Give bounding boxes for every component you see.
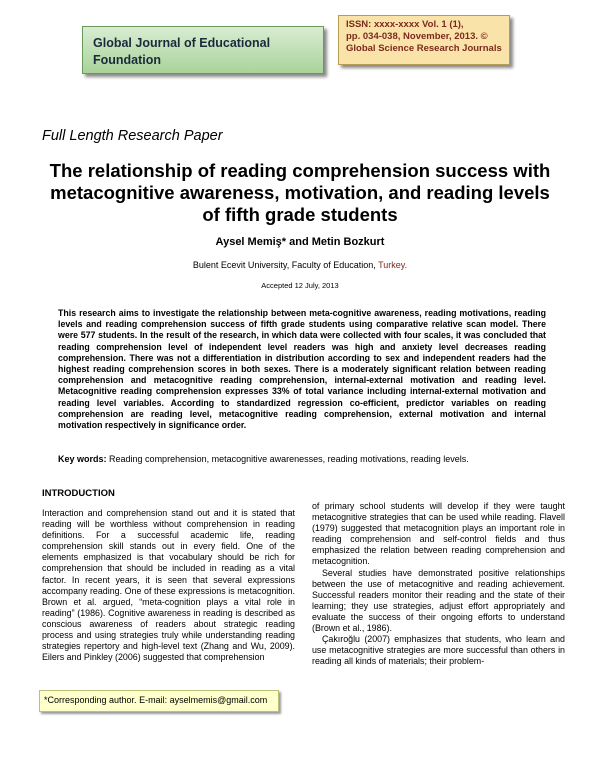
body-paragraph: of primary school students will develop if they were taught metacognitive strategies that can be used while reading. Flavell (1979) suggested that metacognition plays an important role in reading comprehension and self-control fields and thus emphasized the relation between reading comprehension and metacognition. [312,501,565,567]
body-paragraph: Several studies have demonstrated positive relationships between the use of metacognitive and reading achievement. Successful readers monitor their reading and the state of their learning; they use strategies, adjust effort appropriately and evaluate the success of their ongoing efforts to understand (Brown et al., 1986). [312,567,565,634]
corresponding-author: *Corresponding author. E-mail: ayselmemis@gmail.com [44,695,268,705]
journal-title: Global Journal of Educational Foundation [93,36,271,67]
accepted-date: Accepted 12 July, 2013 [261,281,339,290]
right-column [312,501,565,667]
pages-line: pp. 034-038, November, 2013. © [346,31,488,42]
abstract: This research aims to investigate the relationship between meta-cognitive awareness, reading motivations, reading levels and reading comprehension success of fifth grade students using comparative relative scan model. There were 577 students. In the result of the research, in which data were collected with four scales, it was concluded that reading comprehension level of independent level readers was high and anxiety level decreases reading comprehension. There was not a differentiation in distribution according to sex and independent readers had the highest reading comprehension scores in both sexes. There is a moderately significant relation between reading comprehension and metacognitive reading comprehension, internal-external motivation and reading level. Metacognitive reading comprehension expresses 33% of total variance including internal-external motivation and reading level variables. According to standardized regression co-efficient, predictor variables on reading comprehension are reading level, metacognitive reading comprehension, external motivation and internal motivation respectively in significance order. [58,308,546,431]
affiliation: Bulent Ecevit University, Faculty of Education, [192,260,376,270]
body-paragraph: Interaction and comprehension stand out and it is stated that reading will be worthless without comprehension in reading definitions. For a successful academic life, reading comprehension skill stands out in every field. One of the elements emphasized is that vocabulary should be rich for comprehension that should be included in reading as a vital factor. In recent years, it is seen that several expressions accompany reading. One of these expressions is metacognition. Brown et al. argued, “meta-cognition plays a vital role in reading” (1986). Cognitive awareness in reading is described as conscious awareness of readers about strategic reading process and using strategies truly while understanding reading strategies repertory and high-level text (Zhang and Wu, 2009). Eilers and Pinkley (2006) suggested that comprehension [42,508,295,663]
corresponding-author-box [39,690,279,712]
publisher-line: Global Science Research Journals [346,43,502,54]
body-paragraph: Çakıroğlu (2007) emphasizes that students, who learn and use metacognitive strategies are more successful than others in reading all kinds of materials; their problem- [312,634,565,667]
affiliation-line [0,260,600,270]
keywords-text: Reading comprehension, metacognitive awarenesses, reading motivations, reading levels. [109,454,469,464]
section-heading: INTRODUCTION [42,488,115,499]
journal-title-box [82,26,324,74]
affiliation-country: Turkey. [378,260,408,270]
keywords-label: Key words: [58,454,107,464]
authors: Aysel Memiş* and Metin Bozkurt [215,236,385,248]
keywords [58,454,546,464]
issn-box [338,15,510,65]
paper-title: The relationship of reading comprehension success with metacognitive awareness, motivation, and reading levels of fifth grade students [49,160,551,225]
article-type: Full Length Research Paper [42,128,223,144]
left-column [42,508,295,663]
issn-line: ISSN: xxxx-xxxx Vol. 1 (1), [346,19,464,30]
